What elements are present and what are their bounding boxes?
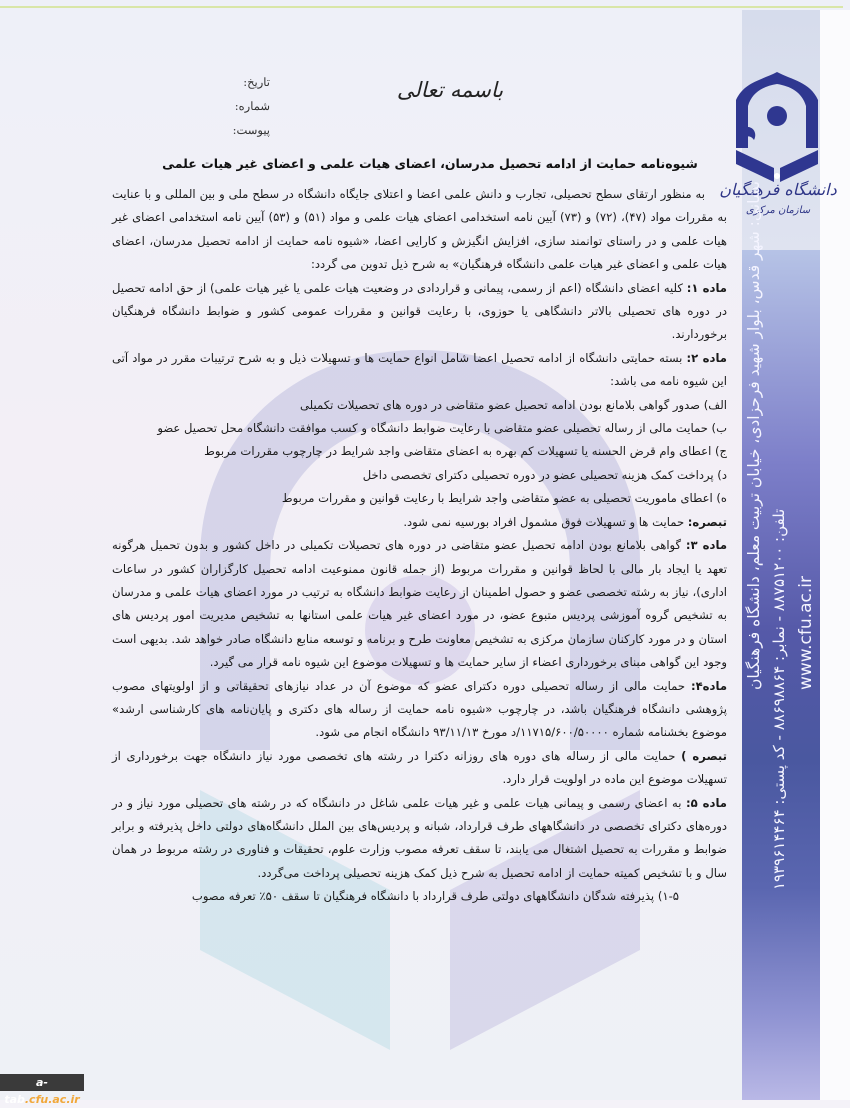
article-5 [112,792,727,886]
article-text: گواهی بلامانع بودن ادامه تحصیل عضو متقاضی در دوره های تحصیلات تکمیلی در داخل کشور و بدون تحمیل هرگونه تعهد یا ایجاد بار مالی با لحاظ قوانین و مقررات مربوط (از جمله قانون ممنوعیت ادامه تحصیل کارگزاران کشور در ساعات اداری)، نیاز به رشته تخصصی عضو و حصول اطمینان از رعایت ضوابط دانشگاه به ترتیب در مورد اعضای هیات علمی و مدرسان به تشخیص گروه آموزشی پردیس متبوع عضو، در مورد اعضای غیر هیات علمی استانها به تشخیص مدیریت امور پردیس های استان و در مورد کارکنان سازمان مرکزی به تشخیص معاونت طرح و برنامه و توسعه منابع دانشگاه صادر خواهد شد. بدیهی است وجود این گواهی مبنای برخورداری اعضاء از سایر حمایت ها و تسهیلات موضوع این شیوه نامه قرار می گیرد. [112,538,727,670]
article-label: ماده ۵: [686,795,727,810]
source-badge[interactable] [0,1074,84,1106]
article-3 [112,534,727,674]
website-link[interactable]: www.cfu.ac.ir [796,576,816,690]
article-label: ماده ۱: [686,280,727,295]
address-text: نشانی: شهر قدس، بلوار شهید فرحزادی، خیابان تربیت معلم، دانشگاه فرهنگیان [745,181,763,690]
basmala-heading: باسمه تعالی [396,78,504,102]
letter-meta [180,70,270,142]
note-text: حمایت مالی از رساله های دوره های روزانه دکترا در رشته های تخصصی مورد نیاز دانشگاه جهت برخورداری از تسهیلات موضوع این ماده در اولویت قرار دارد. [112,748,727,787]
article-text: کلیه اعضای دانشگاه (اعم از رسمی، پیمانی و قراردادی در وضعیت هیات علمی یا غیر هیات علمی) از حق ادامه تحصیل در دوره های تحصیلی بالاتر دانشگاهی یا حوزوی، با رعایت قوانین و مقررات عمومی کشور و ضوابط دانشگاه فرهنگیان برخوردارند. [112,280,727,342]
note-label: تبصره: [687,514,727,529]
article-2 [112,347,727,394]
article-4 [112,675,727,745]
list-item: الف) صدور گواهی بلامانع بودن ادامه تحصیل عضو متقاضی در دوره های تحصیلات تکمیلی [300,397,727,412]
list-item: ج) اعطای وام قرض الحسنه یا تسهیلات کم بهره به اعضای متقاضی واجد شرایط در چارچوب مقررات مربوط [204,444,727,459]
badge-suffix: .cfu.ac.ir [24,1093,80,1106]
document-title: شیوه‌نامه حمایت از ادامه تحصیل مدرسان، اعضای هیات علمی و اعضای غیر هیات علمی [162,156,698,171]
article-label: ماده۴: [690,678,727,693]
list-item: ه) اعطای ماموریت تحصیلی به عضو متقاضی واجد شرایط با رعایت قوانین و مقررات مربوط [281,491,727,506]
note-2 [112,745,727,792]
list-item: ب) حمایت مالی از رساله تحصیلی عضو متقاضی با رعایت ضوابط دانشگاه و کسب موافقت دانشگاه محل تحصیل عضو [157,421,727,436]
note-text: حمایت ها و تسهیلات فوق مشمول افراد بورسیه نمی شود. [403,514,688,529]
meta-number-label: شماره: [234,99,270,113]
meta-attachment-label: پیوست: [232,123,270,137]
university-logo-icon [722,70,832,185]
article-1 [112,277,727,347]
document-body [112,183,727,909]
note-label: تبصره ) [681,748,727,763]
logo-university-name: دانشگاه فرهنگیان [719,180,837,199]
sub-clause-5-1: ۱-۵) پذیرفته شدگان دانشگاههای دولتی طرف قرارداد با دانشگاه فرهنگیان تا سقف ۵۰٪ تعرفه مصوب [191,889,679,904]
article-text: بسته حمایتی دانشگاه از ادامه تحصیل اعضا شامل انواع حمایت ها و تسهیلات ذیل و به شرح ترتیبات مقرر در مواد آتی این شیوه نامه می باشد: [112,350,727,389]
meta-date-label: تاریخ: [243,75,270,89]
article-text: به اعضای رسمی و پیمانی هیات علمی و غیر هیات علمی شاغل در دانشگاه که در رشته های تحصیلی مورد نیاز و در دوره‌های دکترای تخصصی در دانشگاههای طرف قرارداد، شبانه و پردیس‌های بین الملل دانشگاه‌های دولتی داخل پذیرفته و برابر ضوابط و مقررات به تحصیل اشتغال می یابند، تا سقف تعرفه مصوب وزارت علوم، تحقیقات و فناوری در رشته مربوط در همان سال و با تشخیص کمیته حمایت از ادامه تحصیل به شرح ذیل کمک هزینه تحصیلی پرداخت می‌گردد. [112,795,727,880]
logo-subtitle: سازمان مرکزی [745,205,811,216]
contact-text: تلفن: ۸۸۷۵۱۲۰۰ - نمابر: ۸۸۶۹۸۸۶۴ - کد پستی: ۱۹۳۹۶۱۴۴۶۴ [770,508,788,890]
list-item: د) پرداخت کمک هزینه تحصیلی عضو در دوره تحصیلی دکترای تخصصی داخل [362,467,727,482]
article-label: ماده ۲: [686,350,727,365]
badge-prefix: a-tab [4,1076,48,1106]
article-text: حمایت مالی از رساله تحصیلی دوره دکترای عضو که موضوع آن در عداد نیازهای تحقیقاتی و از اولویتهای مصوب پژوهشی دانشگاه فرهنگیان باشد، در چارچوب «شیوه نامه حمایت از رساله های دکتری و پایان‌نامه های کارشناسی ارشد» موضوع بخشنامه شماره ۱۱۷۱۵/۶۰۰/۵۰۰۰۰/د مورخ ۹۳/۱۱/۱۳ دانشگاه انجام می شود. [112,678,727,740]
article-label: ماده ۳: [685,538,727,553]
top-border-line [0,6,843,8]
note-1 [112,511,727,534]
intro-paragraph: به منظور ارتقای سطح تحصیلی، تجارب و دانش علمی اعضا و اعتلای جایگاه دانشگاه در سطح ملی و بین المللی و با عنایت به مقررات مواد (۴۷)، (۷۲) و (۷۳) آیین نامه استخدامی اعضای هیات علمی و مواد (۵۱) و (۵۳) آیین نامه استخدامی اعضای غیر هیات علمی و در راستای توانمند سازی، افزایش انگیزش و کارایی اعضا، «شیوه نامه حمایت از ادامه تحصیل مدرسان، اعضای هیات علمی و اعضای غیر هیات علمی دانشگاه فرهنگیان» به شرح ذیل تدوین می گردد: [112,187,727,272]
